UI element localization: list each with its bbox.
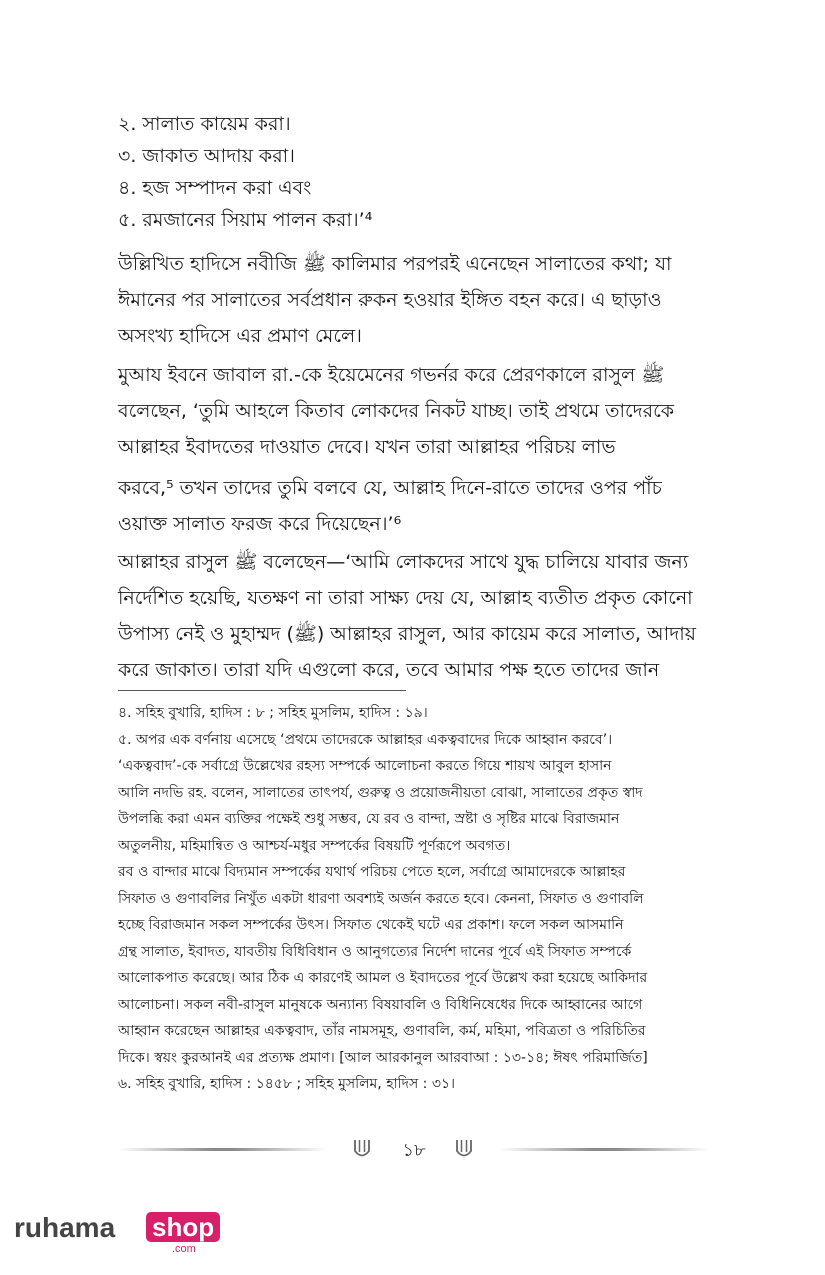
- footnote-line: আলি নদভি রহ. বলেন, সালাতের তাৎপর্য, গুরুত্ব ও প্রয়োজনীয়তা বোঝা, সালাতের প্রকৃত স্বাদ: [118, 784, 643, 801]
- footer-ornament-line: [118, 1148, 326, 1151]
- footnote-line: হচ্ছে বিরাজমান সকল সম্পর্কের উৎস। সিফাত থেকেই ঘটে এর প্রকাশ। ফলে সকল আসমানি: [118, 917, 624, 933]
- paragraph-4: [118, 544, 706, 688]
- page-footer: [118, 1135, 708, 1165]
- paragraph-3: [118, 470, 706, 542]
- footnote-line: আলোচনা। সকল নবী-রাসুল মানুষকে অন্যান্য বিষয়াবলি ও বিধিনিষেধের দিকে আহ্বানের আগে: [118, 996, 643, 1013]
- footnote-line: রব ও বান্দার মাঝে বিদ্যমান সম্পর্কের যথার্থ পরিচয় পেতে হলে, সর্বাগ্রে আমাদেরকে আল্লাহর: [118, 864, 626, 880]
- paragraph-1: [118, 246, 706, 354]
- paragraph-line: করে জাকাত। তারা যদি এগুলো করে, তবে আমার পক্ষ হতে তাদের জান: [118, 659, 660, 681]
- brand-name: ruhama: [14, 1212, 116, 1243]
- paragraph-line: মুআয ইবনে জাবাল রা.-কে ইয়েমেনের গভর্নর করে প্রেরণকালে রাসুল ﷺ: [118, 364, 665, 386]
- ornament-icon: [350, 1137, 374, 1161]
- paragraph-line: বলেছেন, ‘তুমি আহলে কিতাব লোকদের নিকট যাচ্ছ। তাই প্রথমে তাদেরকে: [118, 400, 675, 422]
- paragraph-line: করবে,⁵ তখন তাদের তুমি বলবে যে, আল্লাহ দিনে-রাতে তাদের ওপর পাঁচ: [118, 477, 662, 499]
- list: [118, 108, 718, 236]
- footnotes: [118, 700, 708, 1098]
- paragraph-2: [118, 357, 706, 465]
- page-number: ১৮: [402, 1140, 426, 1161]
- paragraph-line: আল্লাহর ইবাদতের দাওয়াত দেবে। যখন তারা আল্লাহর পরিচয় লাভ: [118, 436, 616, 458]
- paragraph-line: উপাস্য নেই ও মুহাম্মদ (ﷺ) আল্লাহর রাসুল, আর কায়েম করে সালাত, আদায়: [118, 623, 696, 645]
- brand-shop-box: shop: [146, 1212, 220, 1242]
- paragraph-line: উল্লিখিত হাদিসে নবীজি ﷺ কালিমার পরপরই এনেছেন সালাতের কথা; যা: [118, 253, 672, 275]
- footnote-divider: [118, 690, 406, 691]
- footnote-line: গ্রন্থ সালাত, ইবাদত, যাবতীয় বিধিবিধান ও আনুগত্যের নির্দেশ দানের পূর্বে এই সিফাত সম্পর্কে: [118, 943, 632, 960]
- footnote-line: ৬. সহিহ বুখারি, হাদিস : ১৪৫৮ ; সহিহ মুসলিম, হাদিস : ৩১।: [118, 1076, 456, 1092]
- footnote-line: ‘একত্ববাদ’-কে সর্বাগ্রে উল্লেখের রহস্য সম্পর্কে আলোচনা করতে গিয়ে শায়খ আবুল হাসান: [118, 758, 612, 774]
- paragraph-line: অসংখ্য হাদিসে এর প্রমাণ মেলে।: [118, 325, 362, 347]
- list-item: ২. সালাত কায়েম করা।: [118, 113, 291, 135]
- footnote-line: ৪. সহিহ বুখারি, হাদিস : ৮ ; সহিহ মুসলিম, হাদিস : ১৯।: [118, 705, 428, 721]
- paragraph-line: আল্লাহর রাসুল ﷺ বলেছেন—‘আমি লোকদের সাথে যুদ্ধ চালিয়ে যাবার জন্য: [118, 551, 689, 573]
- list-item: ৩. জাকাত আদায় করা।: [118, 145, 295, 167]
- footnote-line: আহ্বান করেছেন আল্লাহর একত্ববাদ, তাঁর নামসমূহ, গুণাবলি, কর্ম, মহিমা, পবিত্রতা ও পরিচিতির: [118, 1023, 646, 1039]
- footer-ornament-line: [500, 1148, 708, 1151]
- footnote-line: ৫. অপর এক বর্ণনায় এসেছে ‘প্রথমে তাদেরকে আল্লাহর একত্ববাদের দিকে আহ্বান করবে’।: [118, 731, 613, 748]
- list-item: ৫. রমজানের সিয়াম পালন করা।’⁴: [118, 209, 373, 231]
- footnote-line: আলোকপাত করেছে। আর ঠিক এ কারণেই আমল ও ইবাদতের পূর্বে উল্লেখ করা হয়েছে আকিদার: [118, 970, 648, 986]
- paragraph-line: ঈমানের পর সালাতের সর্বপ্রধান রুকন হওয়ার ইঙ্গিত বহন করে। এ ছাড়াও: [118, 289, 662, 311]
- ornament-icon: [452, 1137, 476, 1161]
- brand-domain: .com: [172, 1243, 196, 1255]
- paragraph-line: নির্দেশিত হয়েছি, যতক্ষণ না তারা সাক্ষ্য দেয় যে, আল্লাহ ব্যতীত প্রকৃত কোনো: [118, 587, 693, 609]
- footnote-line: দিকে। স্বয়ং কুরআনই এর প্রত্যক্ষ প্রমাণ। [আল আরকানুল আরবাআ : ১৩-১৪; ঈষৎ পরিমার্জিত]: [118, 1049, 648, 1066]
- list-item: ৪. হজ সম্পাদন করা এবং: [118, 177, 312, 199]
- brand-logo: [14, 1210, 224, 1256]
- footnote-line: অতুলনীয়, মহিমান্বিত ও আশ্চর্য-মধুর সম্পর্কের বিষয়টি পূর্ণরূপে অবগত।: [118, 837, 511, 854]
- paragraph-line: ওয়াক্ত সালাত ফরজ করে দিয়েছেন।’⁶: [118, 513, 402, 535]
- footnote-line: সিফাত ও গুণাবলির নিখুঁত একটা ধারণা অবশ্যই অর্জন করতে হবে। কেননা, সিফাত ও গুণাবলি: [118, 890, 644, 907]
- footnote-line: উপলব্ধি করা এমন ব্যক্তির পক্ষেই শুধু সম্ভব, যে রব ও বান্দা, স্রষ্টা ও সৃষ্টির মাঝে বিরাজমান: [118, 811, 620, 827]
